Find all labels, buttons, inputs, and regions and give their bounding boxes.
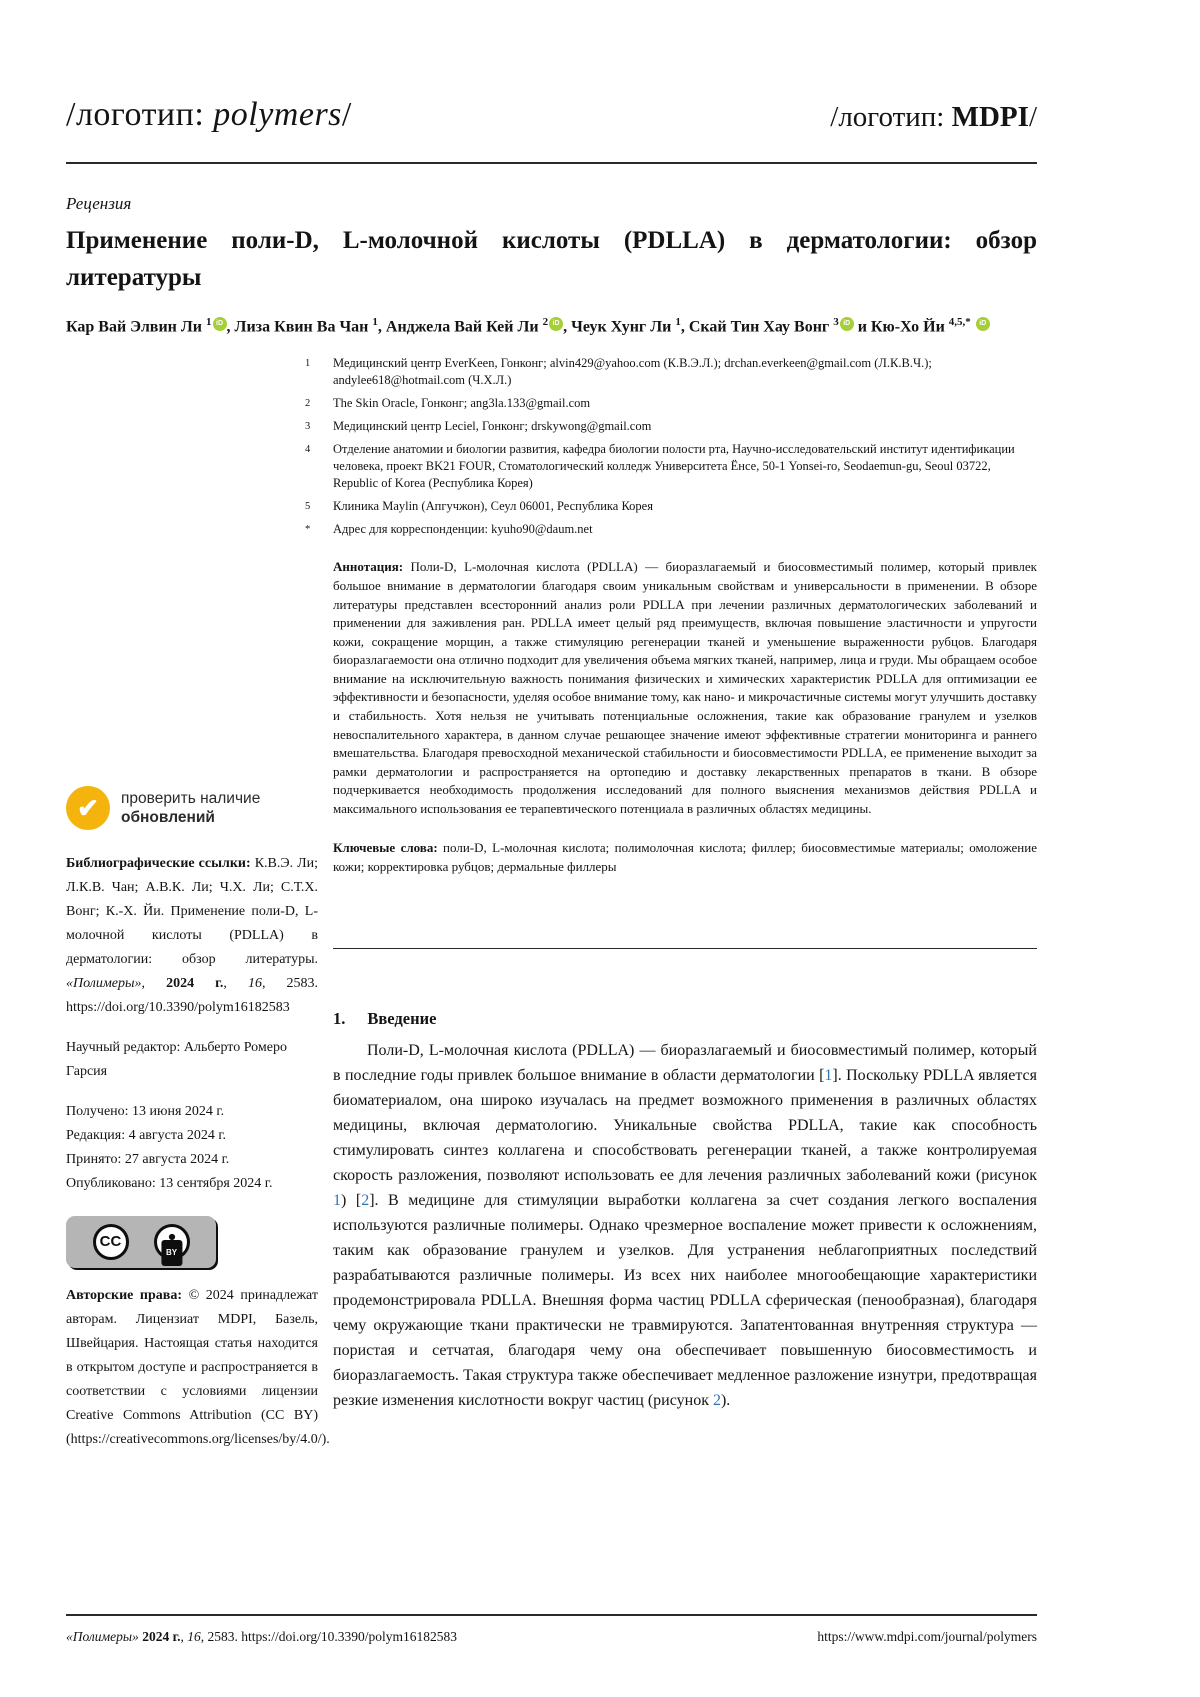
by-label: BY	[161, 1240, 182, 1266]
footer-journal-url[interactable]: https://www.mdpi.com/journal/polymers	[817, 1629, 1037, 1644]
affiliation-number: 4	[305, 444, 311, 456]
article-title: Применение поли-D, L-молочной кислоты (PDLLA) в дерматологии: обзор литературы	[66, 227, 1037, 291]
check-updates-line2: обновлений	[121, 809, 215, 827]
left-sidebar	[66, 558, 330, 1452]
affiliations-block	[305, 355, 1037, 538]
author-list: Кар Вай Элвин Ли $^1$ iD , Лиза Квин Ва Чан $^1$, Анджела Вай Кей Ли $^2$ iD , Чеук Хунг Ли $^1$, Скай Тин Хау Вонг $^3$ iD и Кю-Хо Йи $^{4,5,*}$ iD	[66, 310, 1037, 339]
figure-link-1[interactable]: 1	[333, 1191, 341, 1209]
orcid-icon[interactable]: iD	[976, 317, 990, 331]
cc-by-license-logo[interactable]	[66, 1216, 216, 1268]
published-date: Опубликовано: 13 сентября 2024 г.	[66, 1176, 273, 1192]
correspondence-item	[305, 521, 1037, 538]
section-1-heading	[333, 1009, 1037, 1029]
orcid-icon[interactable]: iD	[549, 317, 563, 331]
page-header	[66, 0, 1037, 134]
reference-link-2[interactable]: 2	[361, 1191, 370, 1209]
reference-link-1[interactable]: 1	[824, 1066, 833, 1084]
affiliation-text: Медицинский центр EverKeen, Гонконг; alvin429@yahoo.com (К.В.Э.Л.); drchan.everkeen@gmail.com (Л.К.В.Ч.); andylee618@hotmail.com (Ч.Х.Л.)	[333, 356, 932, 388]
check-for-updates-badge[interactable]	[66, 786, 318, 830]
section-title: Введение	[367, 1008, 437, 1028]
polymers-journal-logo: /логотип: polymers/	[66, 96, 352, 133]
cc-icon	[93, 1224, 129, 1260]
academic-editor: Научный редактор: Альберто Ромеро Гарсия	[66, 1040, 287, 1080]
citation-block: Библиографические ссылки: К.В.Э. Ли; Л.К.В. Чан; А.В.К. Ли; Ч.Х. Ли; С.Т.Х. Вонг; К.-Х. Йи. Применение поли-D, L-молочной кислоты (PDLLA) в дерматологии: обзор литературы. «Полимеры», 2024 г., 16, 2583. https://doi.org/10.3390/polym16182583	[66, 856, 319, 1016]
affiliation-number: 2	[305, 398, 311, 410]
header-divider	[66, 162, 1037, 164]
affiliation-item	[305, 395, 1037, 412]
affiliation-number: 1	[305, 358, 311, 370]
cc-letters: CC	[99, 1233, 122, 1251]
affiliation-text: The Skin Oracle, Гонконг; ang3la.133@gmail.com	[333, 396, 591, 411]
page-footer	[66, 1614, 1037, 1645]
received-date: Получено: 13 июня 2024 г.	[66, 1104, 225, 1120]
orcid-icon[interactable]: iD	[840, 317, 854, 331]
introduction-paragraph: Поли-D, L-молочная кислота (PDLLA) — биоразлагаемый и биосовместимый полимер, который в последние годы привлек большое внимание в области дерматологии [1]. Поскольку PDLLA является биоматериалом, она широко изучалась на предмет возможного применения в различных областях медицины, включая дерматологию. Уникальные свойства PDLLA, такие как способность стимулировать синтез коллагена и способствовать регенерации тканей, а также контролируемая скорость разложения, позволяют использовать ее для лечения различных заболеваний кожи (рисунок 1) [2]. В медицине для стимуляции выработки коллагена за счет создания легкого воспаления используются различные полимеры. Однако чрезмерное воспаление может привести к осложнениям, таким как образование гранулем и узелков. Для устранения неблагоприятных последствий разрабатываются различные полимеры. Из всех них наиболее многообещающие характеристики продемонстрировала PDLLA. Внешняя форма частиц PDLLA сферическая (пенообразная), благодаря чему окружающие ткани практически не травмируются. Запатентованная внутренняя структура — пористая и сетчатая, благодаря чему она обеспечивает повышенную биосовместимость и биоразлагаемость. Такая структура также обеспечивает медленное разложение изнутри, предотвращая резкие изменения кислотности вокруг частиц (рисунок 2).	[333, 1041, 1038, 1409]
abstract: Аннотация: Поли-D, L-молочная кислота (PDLLA) — биоразлагаемый и биосовместимый полимер, который привлек большое внимание в дерматологии благодаря своим уникальным свойствам и универсальности в применении. В обзоре литературы представлен всесторонний анализ роли PDLLA при лечении различных дерматологических заболеваний и применении для заживления ран. PDLLA имеет целый ряд преимуществ, включая повышение эластичности и упругости кожи, сокращение морщин, а также стимуляцию регенерации тканей и уменьшение выраженности рубцов. Благодаря биоразлагаемости она отлично подходит для увеличения объема мягких тканей, например, лица и груди. Мы обращаем особое внимание на исключительную важность понимания физических и химических характеристик PDLLA для оптимизации ее эффективности и безопасности, уделяя особое внимание тому, как нано- и микрочастичные системы могут улучшить доставку и стабильность. Хотя нельзя не учитывать потенциальные осложнения, такие как образование гранулем и узелков невоспалительного характера, в данном случае решающее значение имеют эффективные стратегии мониторинга и раннего вмешательства. Благодаря превосходной механической стабильности и биосовместимости PDLLA, ее применение выходит за рамки дерматологии и распространяется на ортопедию и доставку лекарственных препаратов в ткани. В обзоре подчеркивается необходимость продолжения исследований для полного выяснения механизмов действия PDLLA и максимального использования ее терапевтического потенциала в различных областях медицины.	[333, 559, 1037, 817]
check-icon: ✔	[66, 786, 110, 830]
affiliation-item	[305, 498, 1037, 515]
section-number: 1.	[333, 1008, 346, 1028]
affiliation-item	[305, 355, 1037, 389]
affiliation-number: 5	[305, 501, 311, 513]
copyright-notice: Авторские права: © 2024 принадлежат авторам. Лицензиат MDPI, Базель, Швейцария. Настоящая статья находится в открытом доступе и распространяется в соответствии с условиями лицензии Creative Commons Attribution (CC BY) (https://creativecommons.org/licenses/by/4.0/).	[66, 1288, 330, 1448]
by-person-icon	[154, 1224, 190, 1260]
accepted-date: Принято: 27 августа 2024 г.	[66, 1152, 230, 1168]
mdpi-publisher-logo: /логотип: MDPI/	[830, 101, 1037, 133]
affiliation-item	[305, 441, 1037, 492]
orcid-icon[interactable]: iD	[213, 317, 227, 331]
keywords: Ключевые слова: поли-D, L-молочная кислота; полимолочная кислота; филлер; биосовместимые материалы; омоложение кожи; корректировка рубцов; дермальные филлеры	[333, 839, 1037, 874]
affiliation-text: Отделение анатомии и биологии развития, кафедра биологии полости рта, Научно-исследовательский институт идентификации человека, проект BK21 FOUR, Стоматологический колледж Университета Ёнсе, 50-1 Yonsei-ro, Seodaemun-gu, Seoul 03722, Republic of Korea (Республика Корея)	[333, 442, 1015, 491]
correspondence-asterisk: *	[305, 524, 311, 536]
check-for-updates-label	[121, 789, 260, 827]
correspondence-text: Адрес для корреспонденции: kyuho90@daum.net	[333, 522, 593, 537]
affiliation-text: Клиника Maylin (Апгучжон), Сеул 06001, Республика Корея	[333, 499, 653, 514]
check-updates-line1: проверить наличие	[121, 790, 261, 808]
article-type-label: Рецензия	[66, 194, 132, 213]
license-block	[66, 1216, 318, 1268]
main-column	[333, 558, 1037, 1452]
revised-date: Редакция: 4 августа 2024 г.	[66, 1128, 227, 1144]
affiliation-number: 3	[305, 421, 311, 433]
figure-link-2[interactable]: 2	[712, 1391, 721, 1409]
footer-citation: «Полимеры» 2024 г., 16, 2583. https://doi.org/10.3390/polym16182583	[66, 1629, 458, 1644]
affiliation-item	[305, 418, 1037, 435]
history-dates	[66, 1100, 318, 1196]
affiliation-text: Медицинский центр Leciel, Гонконг; drskywong@gmail.com	[333, 419, 652, 434]
section-divider	[333, 948, 1037, 949]
